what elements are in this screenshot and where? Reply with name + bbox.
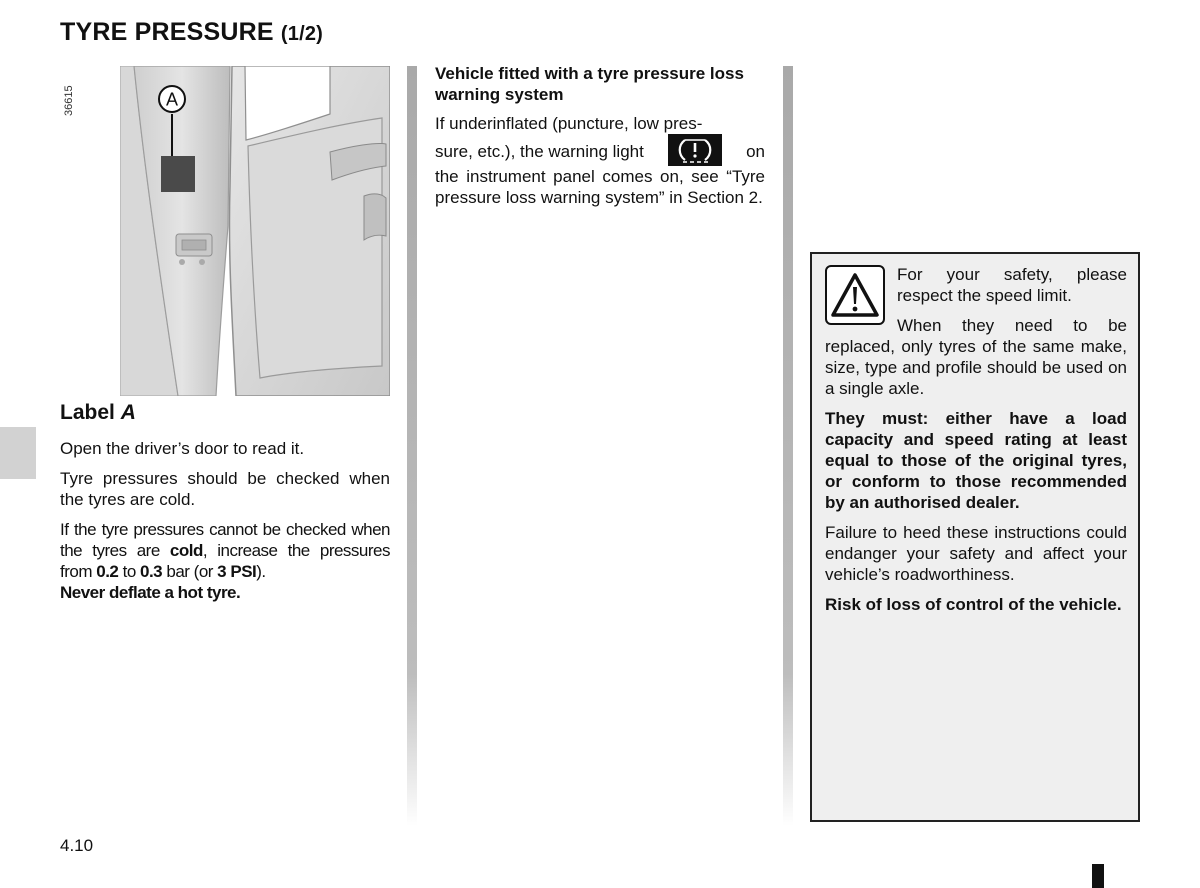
adjust-value-high: 0.3 (140, 562, 163, 581)
replace-tyres-paragraph: When they need to be replaced, only tyres of the same make, size, type and profile should be used on a single axle. (825, 316, 1127, 398)
pressure-adjust-paragraph (60, 519, 390, 603)
adjust-cold: cold (169, 541, 203, 560)
tpms-line-1: If underinflated (puncture, low pres- (435, 114, 703, 133)
callout-letter-a: A (165, 89, 179, 110)
never-deflate-text: Never deflate a hot tyre. (60, 583, 241, 602)
adjust-text-d: bar (or (162, 562, 218, 581)
label-heading-letter: A (120, 401, 136, 424)
safety-warning-box (810, 252, 1140, 822)
adjust-text-c: to (118, 562, 140, 581)
adjust-text-e: ). (256, 562, 266, 581)
column-divider-right (783, 66, 793, 826)
label-a-heading (60, 398, 390, 428)
check-cold-paragraph: Tyre pressures should be checked when the tyres are cold. (60, 469, 390, 509)
corner-mark (1092, 864, 1104, 888)
tyre-requirements-text: They must: either have a load capacity and speed rating at least equal to those of the original tyres, or conform to those recommended by an authorised dealer. (825, 409, 1127, 512)
tpms-rest-text: the instrument panel comes on, see “Tyre pressure loss warning system” in Section 2. (435, 167, 765, 207)
risk-text: Risk of loss of control of the vehicle. (825, 595, 1122, 614)
page-title (60, 18, 323, 47)
door-pillar-illustration (120, 66, 390, 396)
tpms-line-2-text: sure, etc.), the warning light (435, 142, 644, 161)
read-label-paragraph: Open the driver’s door to read it. (60, 439, 305, 458)
adjust-text-b: , increase the pressures from (60, 541, 391, 581)
adjust-text-a: If the tyre pressures cannot be checked when the tyres are (60, 520, 390, 560)
column-divider-left (407, 66, 417, 826)
warning-triangle-icon (825, 265, 885, 325)
chapter-tab (0, 427, 36, 479)
tyre-requirements-paragraph (825, 408, 1127, 513)
adjust-psi: 3 PSI (217, 562, 257, 581)
failure-consequence-paragraph: Failure to heed these instructions could endanger your safety and affect your vehicle’s roadworthiness. (825, 523, 1127, 584)
page-title-text: TYRE PRESSURE (60, 18, 274, 46)
page-title-part: (1/2) (280, 23, 324, 45)
figure-reference-code: 36615 (63, 85, 75, 116)
label-heading-prefix: Label (60, 401, 115, 424)
page-number: 4.10 (60, 836, 94, 855)
speed-limit-paragraph: For your safety, please respect the speed limit. (897, 265, 1127, 305)
tpms-line-2-end: on (746, 142, 765, 161)
tpms-line-2 (435, 134, 765, 166)
risk-paragraph (825, 594, 1127, 615)
adjust-value-low: 0.2 (96, 562, 119, 581)
tpms-section (435, 63, 765, 208)
tyre-pressure-warning-icon (668, 134, 722, 166)
label-a-section (60, 398, 390, 612)
tpms-heading: Vehicle fitted with a tyre pressure loss warning system (435, 64, 744, 104)
